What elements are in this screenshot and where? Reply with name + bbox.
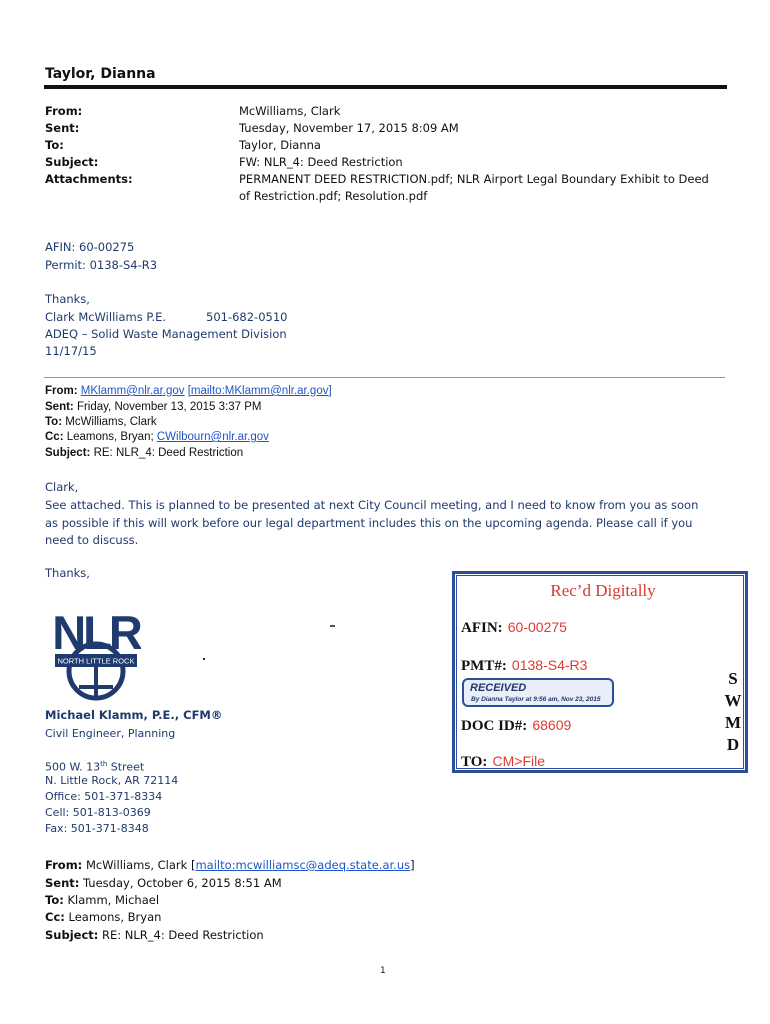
side-letter-d: D (726, 735, 740, 754)
msg2-from-row: From: McWilliams, Clark [mailto:mcwilliamsc@adeq.state.ar.us] (45, 858, 415, 872)
stamp-afin-value: 60-00275 (507, 619, 567, 635)
stamp-to-row (461, 751, 545, 771)
msg1-sent-row (45, 401, 261, 413)
msg1-from-row (45, 385, 332, 397)
street-number: 500 W. 13 (45, 760, 101, 774)
msg1-cc-label: Cc: (45, 431, 64, 443)
msg1-to-label: To: (45, 416, 63, 428)
logo-letters: NLR (52, 606, 140, 659)
subject-value: FW: NLR_4: Deed Restriction (239, 155, 403, 169)
nlr-logo (49, 601, 141, 705)
msg1-to-row (45, 416, 157, 428)
stamp-pmt-row (461, 655, 587, 675)
signature-fax: Fax: 501-371-8348 (45, 822, 149, 835)
stamp-pmt-value: 0138-S4-R3 (511, 657, 588, 673)
msg2-sent-value: Tuesday, October 6, 2015 8:51 AM (83, 876, 282, 890)
signature-name: Michael Klamm, P.E., CFM® (45, 708, 223, 722)
message-divider (44, 377, 725, 378)
msg1-cc-name: Leamons, Bryan; (66, 431, 154, 443)
side-letter-w: W (724, 691, 742, 710)
msg2-sent-row (45, 876, 282, 890)
received-subtitle: By Dianna Taylor at 9:56 am, Nov 23, 2015 (471, 696, 601, 703)
msg2-mailto-link[interactable]: mailto:mcwilliamsc@adeq.state.ar.us (195, 858, 411, 872)
title-rule (44, 85, 727, 89)
stamp-afin-label: AFIN: (461, 620, 503, 636)
signature-title: Civil Engineer, Planning (45, 727, 176, 740)
stray-dot (203, 658, 205, 660)
subject-label: Subject: (45, 155, 99, 169)
signature-city: N. Little Rock, AR 72114 (45, 774, 179, 787)
msg1-from-email-link[interactable]: MKlamm@nlr.ar.gov (80, 385, 185, 397)
msg1-subject-value: RE: NLR_4: Deed Restriction (93, 447, 244, 459)
signature-cell: Cell: 501-813-0369 (45, 806, 151, 819)
stamp-heading: Rec’d Digitally (550, 581, 656, 600)
attachments-value[interactable]: PERMANENT DEED RESTRICTION.pdf; NLR Airport Legal Boundary Exhibit to Deed of Restriction.pdf; Resolution.pdf (239, 172, 709, 203)
stamp-afin-row (461, 617, 567, 637)
swmd-side-letters (722, 668, 744, 756)
msg1-to-value: McWilliams, Clark (65, 416, 157, 428)
msg2-to-label: To: (45, 893, 64, 907)
sender-title: Taylor, Dianna (45, 66, 156, 82)
stamp-to-label: TO: (461, 754, 488, 770)
msg1-subject-row (45, 447, 243, 459)
stamp-doc-label: DOC ID#: (461, 718, 528, 734)
stamp-doc-row (461, 715, 571, 735)
page-number: 1 (380, 966, 386, 976)
msg1-body: See attached. This is planned to be presented at next City Council meeting, and I need to know from you as soon as possible if this will work before our legal department includes this on the upcoming agenda. Please call if you need to discuss. (45, 498, 699, 547)
logo-banner-text: NORTH LITTLE ROCK (57, 656, 135, 666)
msg2-from-value: McWilliams, Clark (85, 858, 188, 872)
stamp-pmt-label: PMT#: (461, 658, 507, 674)
from-label: From: (45, 104, 83, 118)
msg1-thanks: Thanks, (45, 566, 90, 580)
msg1-mailto-link[interactable]: [mailto:MKlamm@nlr.ar.gov] (187, 385, 332, 397)
msg2-from-label: From: (45, 858, 83, 872)
division-line: ADEQ – Solid Waste Management Division (45, 327, 287, 341)
msg1-greeting: Clark, (45, 480, 79, 494)
sender-name-line: Clark McWilliams P.E. (45, 310, 167, 324)
signature-office: Office: 501-371-8334 (45, 790, 163, 803)
msg2-subject-value: RE: NLR_4: Deed Restriction (102, 928, 264, 942)
thanks-line: Thanks, (45, 292, 90, 306)
msg2-subject-row (45, 928, 264, 942)
sent-label: Sent: (45, 121, 80, 135)
note-date: 11/17/15 (45, 344, 97, 358)
sender-phone: 501-682-0510 (206, 310, 288, 324)
to-value: Taylor, Dianna (239, 138, 321, 152)
sent-value: Tuesday, November 17, 2015 8:09 AM (239, 121, 459, 135)
msg2-cc-row (45, 910, 161, 924)
msg1-cc-row (45, 431, 269, 443)
stamp-doc-value: 68609 (532, 717, 572, 733)
side-letter-s: S (728, 669, 738, 688)
received-title: RECEIVED (470, 682, 527, 694)
msg2-cc-label: Cc: (45, 910, 65, 924)
msg2-to-value: Klamm, Michael (67, 893, 160, 907)
from-value: McWilliams, Clark (239, 104, 341, 118)
street-ordinal: th (100, 760, 108, 768)
msg2-to-row (45, 893, 159, 907)
msg1-cc-email-link[interactable]: CWilbourn@nlr.ar.gov (156, 431, 269, 443)
msg2-cc-value: Leamons, Bryan (68, 910, 162, 924)
stray-mark (330, 625, 335, 627)
msg1-sent-value: Friday, November 13, 2015 3:37 PM (76, 401, 262, 413)
attachments-label: Attachments: (45, 172, 133, 186)
stamp-to-value: CM>File (492, 753, 546, 769)
msg1-from-label: From: (45, 385, 78, 397)
msg1-subject-label: Subject: (45, 447, 91, 459)
street-name: Street (110, 760, 145, 774)
msg1-sent-label: Sent: (45, 401, 74, 413)
msg2-subject-label: Subject: (45, 928, 99, 942)
permit-line: Permit: 0138-S4-R3 (45, 258, 158, 272)
to-label: To: (45, 138, 64, 152)
afin-line: AFIN: 60-00275 (45, 240, 135, 254)
received-badge (462, 678, 614, 707)
side-letter-m: M (724, 713, 742, 732)
msg2-sent-label: Sent: (45, 876, 80, 890)
